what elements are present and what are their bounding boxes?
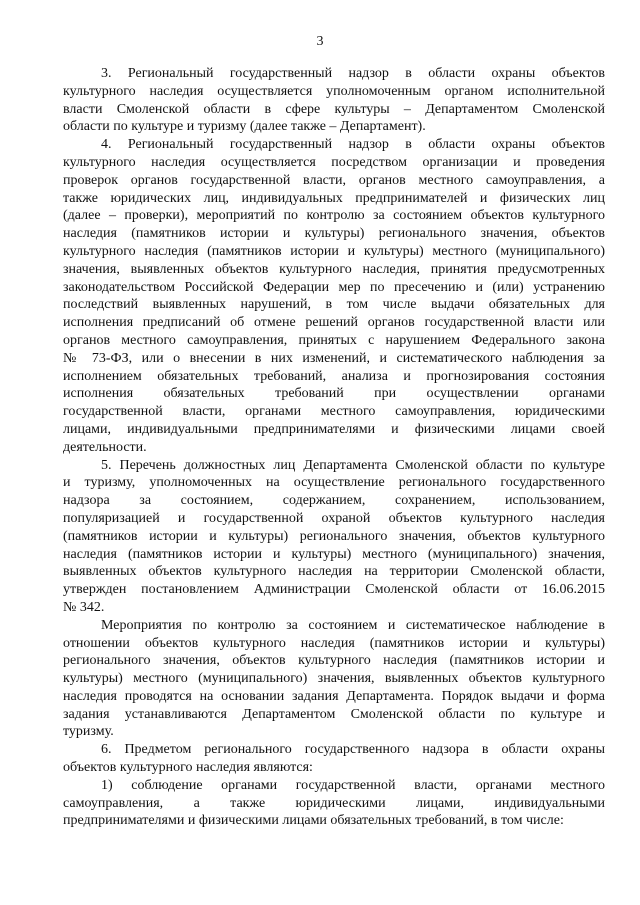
paragraph-p6 xyxy=(63,741,605,777)
text-line: власти Смоленской области в сфере культуры – Департаментом Смоленской xyxy=(63,101,605,117)
text-line: наследия (памятников истории и культуры) местного (муниципального) значения, xyxy=(63,546,605,562)
text-line: области по культуре и туризму (далее также – Департамент). xyxy=(63,119,426,135)
text-line: самоуправления, а также юридическими лицами, индивидуальными xyxy=(63,795,605,811)
text-line: государственной власти, органами местного самоуправления, юридическими xyxy=(63,404,605,420)
text-line: задания устанавливаются Департаментом Смоленской области по культуре и xyxy=(63,706,605,722)
text-line: деятельности. xyxy=(63,439,147,455)
paragraph-p3 xyxy=(63,65,605,136)
text-line: 1) соблюдение органами государственной власти, органами местного xyxy=(101,777,605,793)
text-line: наследия (памятников истории и культуры) регионального значения, объектов xyxy=(63,226,605,242)
text-line: культурного наследия осуществляется уполномоченным органом исполнительной xyxy=(63,83,605,99)
text-line: органов местного самоуправления, принятых с нарушением Федерального закона xyxy=(63,332,605,348)
text-line: 4. Региональный государственный надзор в области охраны объектов xyxy=(101,137,605,153)
text-line: (далее – проверки), мероприятий по контролю за состоянием объектов культурного xyxy=(63,208,605,224)
text-line: культурного наследия (памятников истории и культуры) местного (муниципального) xyxy=(63,243,605,259)
text-line: № 73-ФЗ, или о внесении в них изменений, и систематического наблюдения за xyxy=(63,350,605,366)
paragraph-p4 xyxy=(63,136,605,456)
document-body xyxy=(63,65,605,830)
text-line: 3. Региональный государственный надзор в области охраны объектов xyxy=(101,66,605,81)
text-line: культуры) местного (муниципального) значения, выявленных объектов культурного xyxy=(63,671,605,687)
text-line: № 342. xyxy=(63,599,105,615)
text-line: исполнения предписаний об отмене решений органов государственной власти или xyxy=(63,315,605,331)
text-line: туризму. xyxy=(63,724,114,740)
page-number: 3 xyxy=(316,34,324,49)
paragraph-p5 xyxy=(63,457,605,617)
text-line: наследия проводятся на основании задания Департамента. Порядок выдачи и форма xyxy=(63,688,605,704)
text-line: надзора за состоянием, содержанием, сохранением, использованием, xyxy=(63,493,605,509)
paragraph-p5b xyxy=(63,617,605,742)
text-line: (памятников истории и культуры) регионального значения, объектов культурного xyxy=(63,528,605,544)
text-line: 5. Перечень должностных лиц Департамента Смоленской области по культуре xyxy=(101,457,605,473)
text-line: значения, выявленных объектов культурного наследия, принятия предусмотренных xyxy=(63,261,605,277)
text-line: последствий выявленных нарушений, в том числе выдачи обязательных для xyxy=(63,297,605,313)
text-line: 6. Предметом регионального государственного надзора в области охраны xyxy=(101,742,605,758)
text-line: предпринимателями и физическими лицами обязательных требований, в том числе: xyxy=(63,813,564,829)
text-line: популяризацией и государственной охраной объектов культурного наследия xyxy=(63,510,605,526)
text-line: и туризму, уполномоченных на осуществление регионального государственного xyxy=(63,475,605,491)
text-line: проверок органов государственной власти, органов местного самоуправления, а xyxy=(63,172,605,188)
text-line: регионального значения, объектов культурного наследия (памятников истории и xyxy=(63,653,605,669)
text-line: также юридических лиц, индивидуальных предпринимателей и физических лиц xyxy=(63,190,605,206)
text-line: объектов культурного наследия являются: xyxy=(63,760,313,776)
paragraph-p6-1 xyxy=(63,777,605,830)
text-line: отношении объектов культурного наследия (памятников истории и культуры) xyxy=(63,635,605,651)
text-line: утвержден постановлением Администрации Смоленской области от 16.06.2015 xyxy=(63,582,605,598)
text-line: выявленных объектов культурного наследия на территории Смоленской области, xyxy=(63,564,605,580)
text-line: законодательством Российской Федерации мер по пресечению и (или) устранению xyxy=(63,279,605,295)
text-line: исполнения обязательных требований при осуществлении органами xyxy=(63,386,605,402)
text-line: лицами, индивидуальными предпринимателями и физическими лицами своей xyxy=(63,421,605,437)
text-line: исполнением обязательных требований, анализа и прогнозирования состояния xyxy=(63,368,605,384)
text-line: Мероприятия по контролю за состоянием и систематическое наблюдение в xyxy=(101,617,605,633)
text-line: культурного наследия осуществляется посредством организации и проведения xyxy=(63,154,605,170)
